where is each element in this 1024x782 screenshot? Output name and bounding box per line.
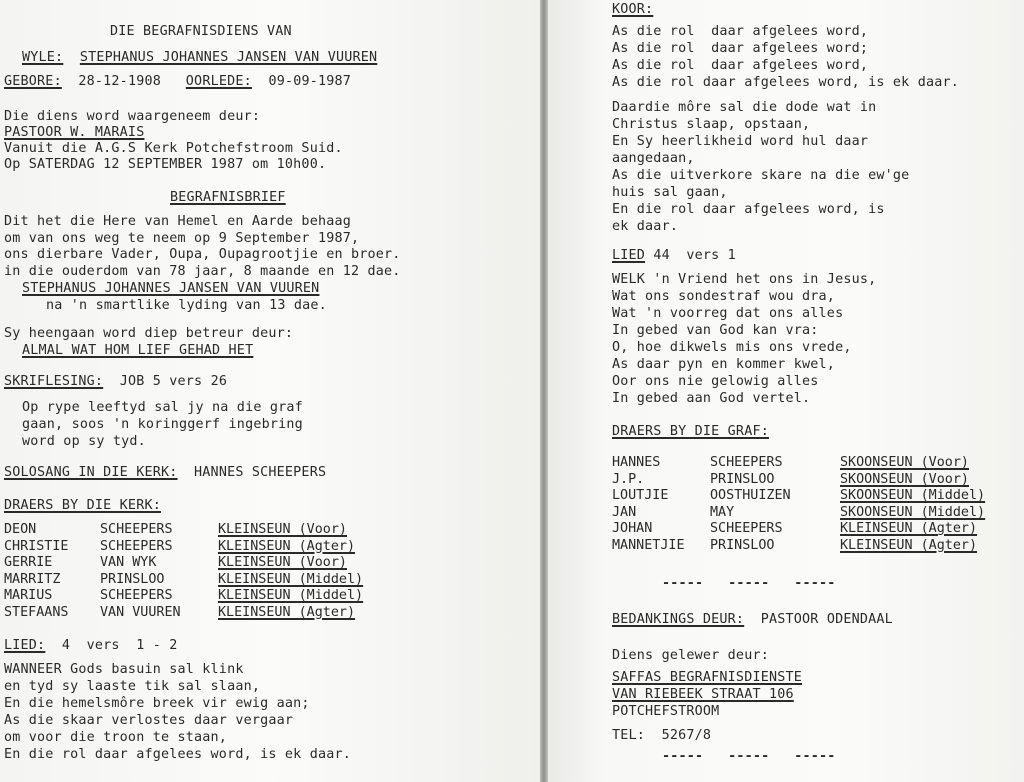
bearer-row (4, 605, 418, 622)
notice-line: in die ouderdom van 78 jaar, 8 maande en 12 dae. (4, 264, 401, 279)
hymn-text: O, hoe dikwels mis ons vrede, (612, 340, 852, 355)
bearer-surname: SCHEEPERS (100, 538, 173, 554)
bearer-row (4, 522, 418, 539)
choir-text: As die rol daar afgelees word; (612, 41, 869, 56)
hymn-text: En die hemelsmôre breek vir ewig aan; (4, 696, 310, 711)
tel-line (612, 728, 711, 745)
hymn-text: Wat ons sondestraf wou dra, (612, 289, 836, 304)
bearer-relation: KLEINSEUN (Agter) (218, 604, 356, 620)
hymn-text: In gebed aan God vertel. (612, 391, 811, 406)
bearer-surname: PRINSLOO (710, 537, 775, 553)
wyle-label: WYLE: (22, 50, 64, 65)
right-page (548, 0, 1024, 782)
verse-text: huis sal gaan, (612, 185, 728, 200)
tel-number: 5267/8 (661, 728, 712, 743)
bearer-surname: MAY (710, 504, 735, 520)
service-church: Vanuit die A.G.S Kerk Potchefstroom Suid. (4, 141, 343, 156)
bearer-row (612, 455, 1010, 472)
bearer-row (4, 539, 418, 556)
verse-text: ek daar. (612, 219, 679, 234)
bearer-surname: PRINSLOO (710, 471, 775, 487)
hymn-text: Oor ons nie gelowig alles (612, 374, 819, 389)
hymn-text: om voor die troon te staan, (4, 730, 228, 745)
separator-bottom: ----- ----- ----- (662, 749, 836, 764)
bearers-grave-heading: DRAERS BY DIE GRAF: (612, 424, 769, 439)
dates-line (4, 74, 351, 91)
mourned-line: Sy heengaan word diep betreur deur: (4, 326, 294, 341)
verse-text: En Sy heerlikheid word hul daar (612, 134, 869, 149)
bearer-first-name: LOUTJIE (612, 488, 669, 504)
bearer-relation: KLEINSEUN (Agter) (218, 538, 356, 554)
born-date: 28-12-1908 (78, 74, 161, 89)
thanks-label: BEDANKINGS DEUR: (612, 612, 745, 627)
bearer-row (4, 588, 418, 605)
reading-ref: JOB 5 vers 26 (119, 374, 228, 389)
bearer-first-name: HANNES (612, 455, 661, 470)
bearers-church-heading: DRAERS BY DIE KERK: (4, 498, 161, 513)
service-line: Die diens word waargeneem deur: (4, 109, 261, 124)
notice-line: om van ons weg te neem op 9 September 1987, (4, 231, 360, 246)
address-street: VAN RIEBEEK STRAAT 106 (612, 687, 794, 702)
bearer-relation: KLEINSEUN (Voor) (218, 522, 347, 537)
choir-label: KOOR: (612, 2, 654, 17)
hymn-text: As die skaar verlostes daar vergaar (4, 713, 294, 728)
thanks-line (612, 612, 893, 629)
bearer-first-name: MARIUS (4, 588, 53, 604)
solo-singer: HANNES SCHEEPERS (194, 465, 327, 480)
hymn-text: As daar pyn en kommer kwel, (612, 357, 836, 372)
hymn-text: In gebed van God kan vra: (612, 323, 819, 338)
bearer-row (4, 572, 418, 589)
bearer-row (612, 472, 1010, 489)
address-city: POTCHEFSTROOM (612, 704, 720, 719)
tel-label: TEL: (612, 728, 646, 743)
bearer-first-name: JAN (612, 504, 637, 520)
verse-text: aangedaan, (612, 151, 695, 166)
deceased-line (22, 50, 377, 67)
notice-line: na 'n smartlike lyding van 13 dae. (46, 298, 327, 313)
bearer-surname: SCHEEPERS (710, 455, 783, 470)
solo-label: SOLOSANG IN DIE KERK: (4, 465, 178, 480)
bearer-surname: VAN WYK (100, 555, 157, 571)
verse-text: As die uitverkore skare na die ew'ge (612, 168, 910, 183)
bearer-surname: SCHEEPERS (710, 521, 783, 537)
bearer-first-name: JOHAN (612, 521, 653, 537)
bearer-surname: SCHEEPERS (100, 588, 173, 604)
bearer-first-name: GERRIE (4, 555, 53, 571)
hymn-line (4, 638, 178, 655)
born-label: GEBORE: (4, 74, 62, 89)
hymn-line (612, 248, 736, 265)
bearer-relation: SKOONSEUN (Middel) (840, 488, 986, 504)
bearer-first-name: CHRISTIE (4, 538, 69, 554)
hymn-label: LIED (612, 248, 646, 263)
bearer-relation: KLEINSEUN (Middel) (218, 571, 364, 587)
hymn-text: en tyd sy laaste tik sal slaan, (4, 679, 261, 694)
bearer-relation: KLEINSEUN (Middel) (218, 588, 364, 604)
notice-name: STEPHANUS JOHANNES JANSEN VAN VUUREN (22, 281, 320, 296)
reading-line (4, 374, 227, 391)
choir-text: As die rol daar afgelees word, (612, 24, 869, 39)
hymn-label: LIED: (4, 638, 46, 653)
bearers-grave-table (612, 455, 1010, 555)
verse-text: En die rol daar afgelees word, is (612, 202, 885, 217)
bearer-row (612, 488, 1010, 505)
verse-text: Daardie môre sal die dode wat in (612, 100, 877, 115)
separator: ----- ----- ----- (662, 576, 836, 591)
bearer-relation: KLEINSEUN (Agter) (840, 521, 978, 537)
bearer-relation: SKOONSEUN (Voor) (840, 471, 969, 487)
bearer-first-name: J.P. (612, 471, 645, 487)
bearer-relation: SKOONSEUN (Voor) (840, 455, 969, 470)
bearer-row (4, 555, 418, 572)
hymn-text: En die rol daar afgelees word, is ek daar. (4, 747, 351, 762)
title-line: DIE BEGRAFNISDIENS VAN (110, 24, 292, 39)
choir-text: As die rol daar afgelees word, is ek daar. (612, 75, 959, 90)
choir-text: As die rol daar afgelees word, (612, 58, 869, 73)
solo-line (4, 465, 326, 482)
thanks-by: PASTOOR ODENDAAL (760, 612, 893, 627)
hymn-ref: 44 vers 1 (653, 248, 736, 263)
died-date: 09-09-1987 (268, 74, 352, 89)
bearer-relation: KLEINSEUN (Agter) (840, 537, 978, 553)
bearer-surname: OOSTHUIZEN (710, 488, 791, 504)
bearer-first-name: DEON (4, 522, 37, 537)
bearer-row (612, 505, 1010, 522)
bearer-surname: SCHEEPERS (100, 522, 173, 537)
notice-line: ons dierbare Vader, Oupa, Oupagrootjie en broer. (4, 247, 401, 262)
mourned-by: ALMAL WAT HOM LIEF GEHAD HET (22, 343, 254, 358)
bearer-first-name: MANNETJIE (612, 537, 685, 553)
service-pastor: PASTOOR W. MARAIS (4, 125, 145, 140)
page-fold (540, 0, 548, 782)
bearer-surname: VAN VUUREN (100, 604, 181, 620)
reading-text: gaan, soos 'n koringgerf ingebring (22, 417, 303, 432)
died-label: OORLEDE: (185, 74, 252, 89)
bearer-row (612, 521, 1010, 538)
reading-text: word op sy tyd. (22, 434, 146, 449)
bearer-first-name: MARRITZ (4, 571, 61, 587)
reading-label: SKRIFLESING: (4, 374, 104, 389)
bearer-relation: KLEINSEUN (Voor) (218, 555, 347, 571)
hymn-ref: 4 vers 1 - 2 (61, 638, 178, 653)
bearer-row (612, 538, 1010, 555)
service-date: Op SATERDAG 12 SEPTEMBER 1987 om 10h00. (4, 157, 327, 172)
bearer-relation: SKOONSEUN (Middel) (840, 504, 986, 520)
deceased-name: STEPHANUS JOHANNES JANSEN VAN VUUREN (79, 50, 378, 65)
delivered-label: Diens gelewer deur: (612, 648, 769, 663)
hymn-text: WELK 'n Vriend het ons in Jesus, (612, 272, 877, 287)
funeral-home: SAFFAS BEGRAFNISDIENSTE (612, 670, 803, 685)
notice-heading: BEGRAFNISBRIEF (170, 190, 286, 205)
bearer-first-name: STEFAANS (4, 604, 69, 620)
notice-line: Dit het die Here van Hemel en Aarde behaag (4, 214, 351, 229)
bearers-church-table (4, 522, 418, 622)
hymn-text: WANNEER Gods basuin sal klink (4, 662, 244, 677)
verse-text: Christus slaap, opstaan, (612, 117, 811, 132)
reading-text: Op rype leeftyd sal jy na die graf (22, 400, 303, 415)
hymn-text: Wat 'n voorreg dat ons alles (612, 306, 844, 321)
bearer-surname: PRINSLOO (100, 571, 165, 587)
